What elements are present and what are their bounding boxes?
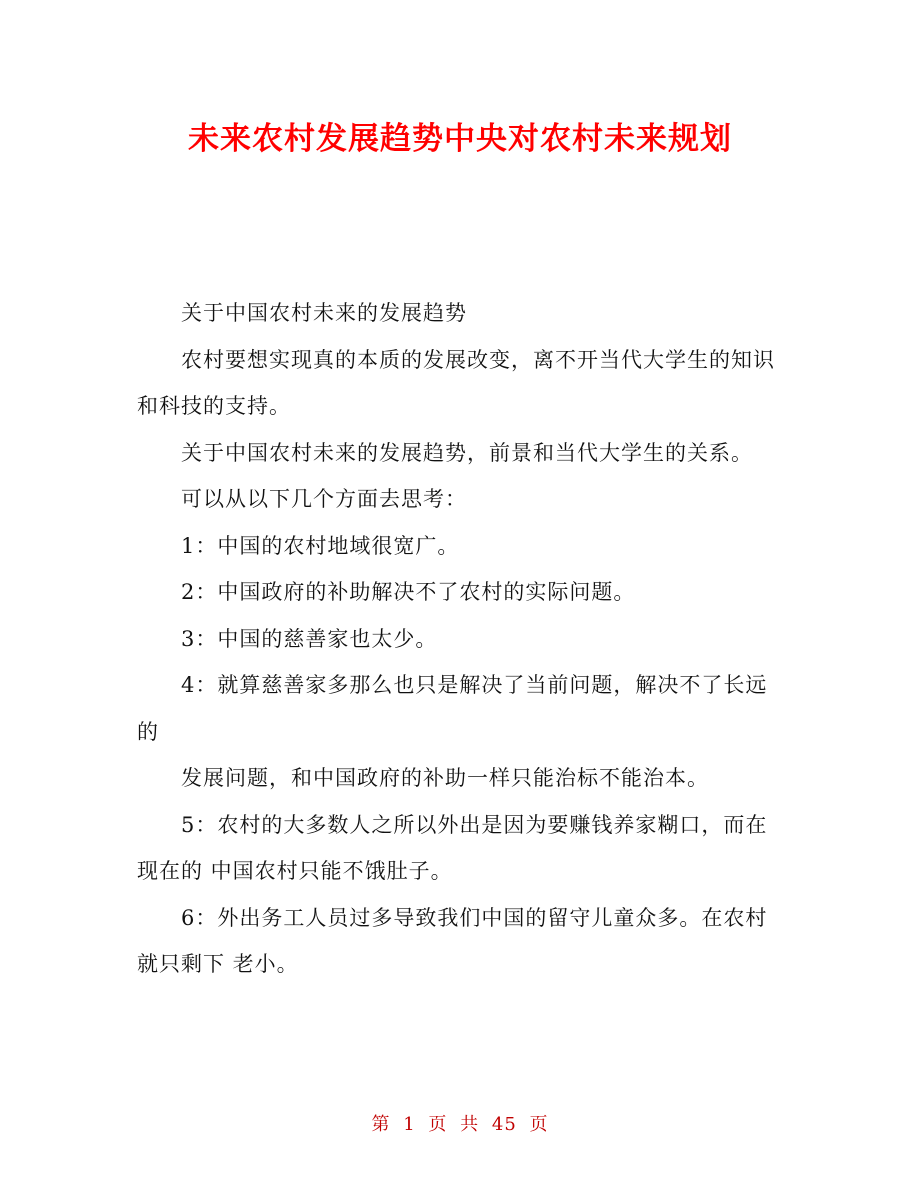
paragraph: 农村要想实现真的本质的发展改变，离不开当代大学生的知识和科技的支持。 xyxy=(137,347,775,418)
list-item: 1：中国的农村地域很宽广。 xyxy=(181,533,460,558)
paragraph: 可以从以下几个方面去思考： xyxy=(181,487,467,511)
footer-prefix: 第 xyxy=(371,1114,391,1135)
list-item: 2：中国政府的补助解决不了农村的实际问题。 xyxy=(181,580,636,604)
paragraph-heading: 关于中国农村未来的发展趋势 xyxy=(181,301,467,325)
paragraph: 发展问题，和中国政府的补助一样只能治标不能治本。 xyxy=(181,766,709,790)
list-item: 4：就算慈善家多那么也只是解决了当前问题，解决不了长远的 xyxy=(137,673,768,744)
footer-total-prefix: 共 xyxy=(460,1114,480,1135)
list-item: 6：外出务工人员过多导致我们中国的留守儿童众多。在农村就只剩下 老小。 xyxy=(137,905,768,976)
footer-page-unit: 页 xyxy=(428,1114,448,1135)
document-title: 未来农村发展趋势中央对农村未来规划 xyxy=(188,121,732,157)
footer-total-unit: 页 xyxy=(529,1114,549,1135)
page-footer xyxy=(0,1112,920,1138)
list-item: 5：农村的大多数人之所以外出是因为要赚钱养家糊口，而在现在的 中国农村只能不饿肚子。 xyxy=(137,812,768,883)
paragraph: 关于中国农村未来的发展趋势，前景和当代大学生的关系。 xyxy=(181,440,753,465)
footer-page-number: 1 xyxy=(403,1114,416,1135)
list-item: 3：中国的慈善家也太少。 xyxy=(181,626,438,651)
footer-total-pages: 45 xyxy=(491,1114,517,1135)
document-body xyxy=(137,290,787,988)
